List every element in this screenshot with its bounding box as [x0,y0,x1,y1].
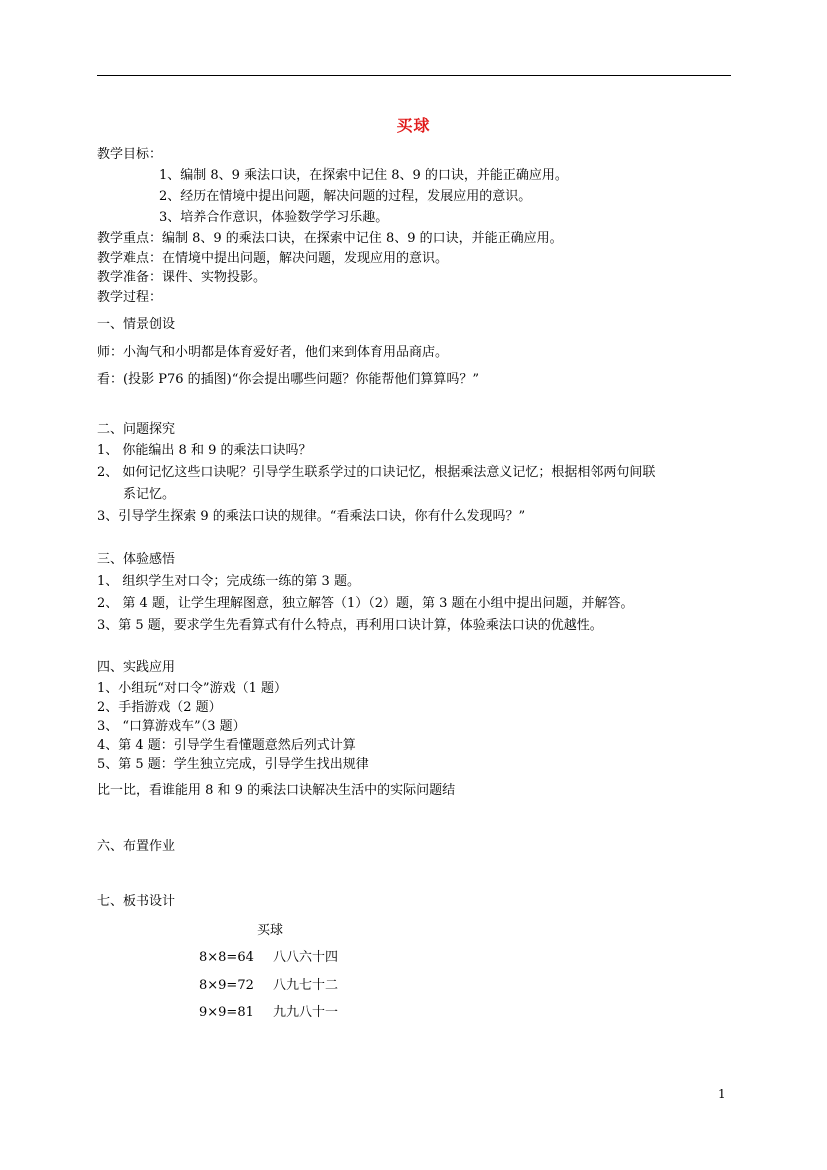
board-equation-2: 8×9=72 [199,978,254,993]
process-heading: 教学过程： [97,290,163,305]
section-3-heading: 三、体验感悟 [97,552,176,567]
board-equation-1: 8×8=64 [199,950,254,965]
section-4-item-4: 4、第 4 题：引导学生看懂题意然后列式计算 [97,738,356,753]
section-3-item-2: 2、 第 4 题，让学生理解图意，独立解答（1）（2）题，第 3 题在小组中提出问题，并解答。 [97,596,634,611]
objective-1: 1、编制 8、9 乘法口诀，在探索中记住 8、9 的口诀，并能正确应用。 [159,168,568,183]
section-7-heading: 七、板书设计 [97,894,176,909]
section-6-heading: 六、布置作业 [97,839,176,854]
section-1-heading: 一、情景创设 [97,317,176,332]
section-4-heading: 四、实践应用 [97,660,176,675]
difficult-points: 教学难点：在情境中提出问题，解决问题，发现应用的意识。 [97,251,449,266]
section-4-item-2: 2、手指游戏（2 题） [97,700,222,715]
section-4-item-3: 3、 “口算游戏车”（3 题） [97,719,246,734]
board-title: 买球 [257,923,284,938]
section-4-item-1: 1、小组玩“对口令”游戏（1 题） [97,681,287,696]
section-2-item-2-cont: 系记忆。 [123,487,176,502]
board-rhyme-2: 八九七十二 [273,978,339,993]
preparation: 教学准备：课件、实物投影。 [97,270,267,285]
section-4-item-5: 5、第 5 题：学生独立完成，引导学生找出规律 [97,757,369,772]
objective-2: 2、经历在情境中提出问题，解决问题的过程，发展应用的意识。 [159,189,532,204]
document-title: 买球 [396,116,431,135]
header-rule [97,75,731,76]
section-2-heading: 二、问题探究 [97,422,176,437]
board-rhyme-3: 九九八十一 [273,1005,339,1020]
section-3-item-1: 1、 组织学生对口令；完成练一练的第 3 题。 [97,574,360,589]
section-2-item-1: 1、 你能编出 8 和 9 的乘法口诀吗？ [97,443,312,458]
board-rhyme-1: 八八六十四 [273,950,339,965]
section-2-item-3: 3、引导学生探索 9 的乘法口诀的规律。“看乘法口诀，你有什么发现吗？” [97,509,526,524]
comparison-line: 比一比，看谁能用 8 和 9 的乘法口诀解决生活中的实际问题结 [97,783,456,798]
key-points: 教学重点：编制 8、9 的乘法口诀，在探索中记住 8、9 的口诀，并能正确应用。 [97,231,563,246]
section-1-line-1: 师：小淘气和小明都是体育爱好者，他们来到体育用品商店。 [97,345,449,360]
section-3-item-3: 3、第 5 题，要求学生先看算式有什么特点，再利用口诀计算，体验乘法口诀的优越性。 [97,618,603,633]
board-equation-3: 9×9=81 [199,1005,254,1020]
page-number: 1 [718,1087,726,1101]
section-2-item-2: 2、 如何记忆这些口诀呢？引导学生联系学过的口诀记忆，根据乘法意义记忆；根据相邻两句间联 [97,465,656,480]
objectives-heading: 教学目标： [97,147,163,162]
objective-3: 3、培养合作意识，体验数学学习乐趣。 [159,210,389,225]
section-1-line-2: 看：(投影 P76 的插图)“你会提出哪些问题？你能帮他们算算吗？” [97,372,479,387]
